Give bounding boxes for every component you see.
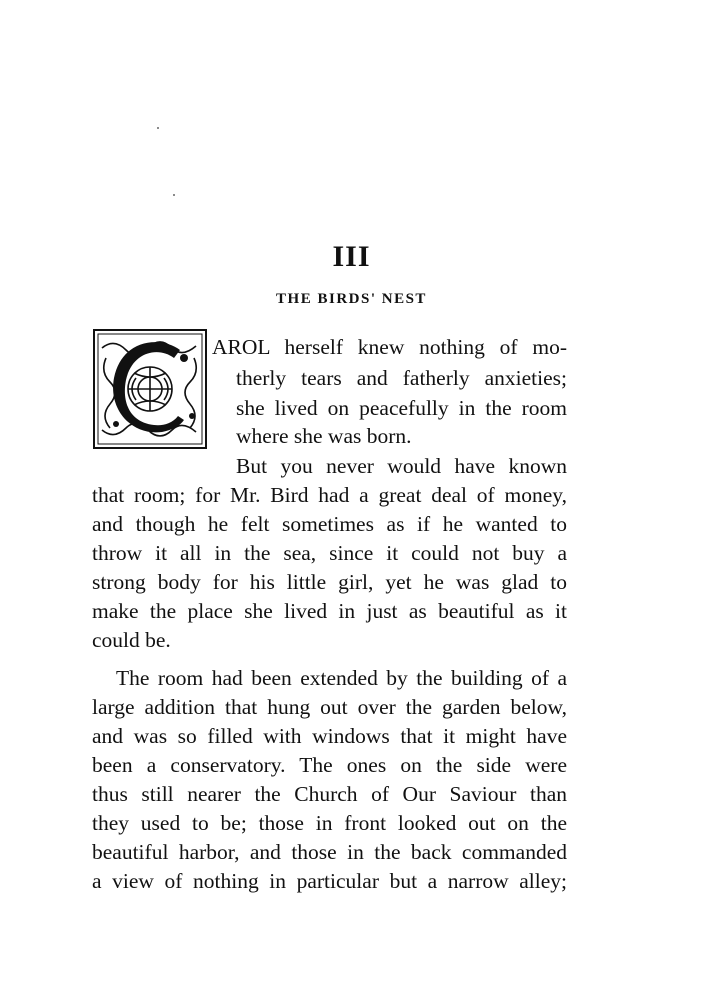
text-line: But you never would have known: [236, 454, 567, 478]
text-line: that room; for Mr. Bird had a great deal of money,: [92, 483, 567, 507]
text-line: therly tears and fatherly anxieties;: [236, 366, 567, 390]
text-line: make the place she lived in just as beautiful as it: [92, 599, 567, 623]
text-line: large addition that hung out over the garden below,: [92, 695, 567, 719]
text-line: throw it all in the sea, since it could not buy a: [92, 541, 567, 565]
drop-cap-initial: [92, 328, 208, 450]
text-line: and was so filled with windows that it might have: [92, 724, 567, 748]
text-line: they used to be; those in front looked out on the: [92, 811, 567, 835]
text-line: strong body for his little girl, yet he was glad to: [92, 570, 567, 594]
paper-speck: [173, 194, 175, 196]
paper-speck: [157, 127, 159, 129]
text-line: beautiful harbor, and those in the back commanded: [92, 840, 567, 864]
text-line: could be.: [92, 628, 171, 652]
text-line: AROL herself knew nothing of mo-: [212, 335, 567, 359]
text-line: she lived on peacefully in the room: [236, 396, 567, 420]
text-line: where she was born.: [236, 424, 412, 448]
ornamental-initial-icon: [92, 328, 208, 450]
chapter-title: THE BIRDS' NEST: [276, 291, 427, 307]
text-line: thus still nearer the Church of Our Saviour than: [92, 782, 567, 806]
text-line: a view of nothing in particular but a narrow alley;: [92, 869, 567, 893]
text-line: been a conservatory. The ones on the side were: [92, 753, 567, 777]
text-line: The room had been extended by the building of a: [116, 666, 567, 690]
chapter-number: III: [332, 240, 371, 273]
text-line: and though he felt sometimes as if he wanted to: [92, 512, 567, 536]
